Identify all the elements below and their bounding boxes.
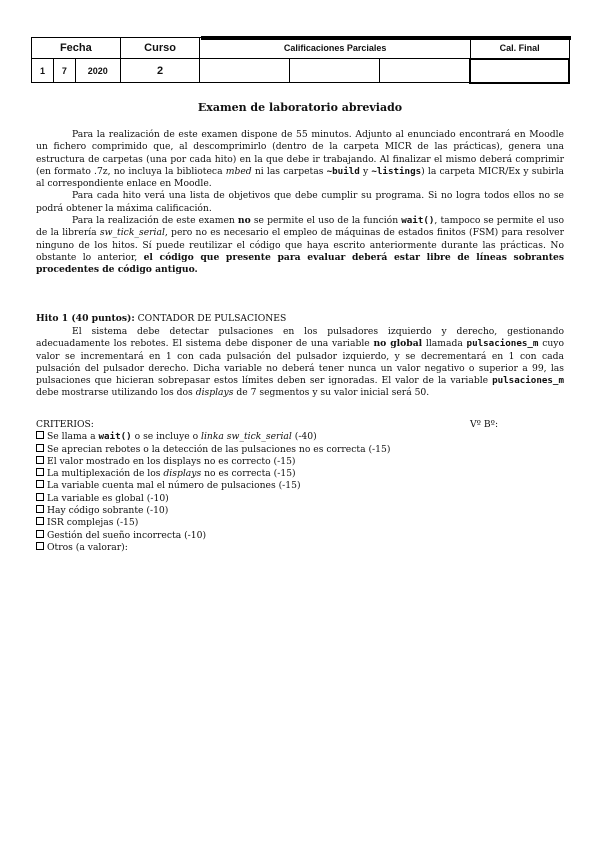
checkbox[interactable] [36,530,44,538]
intro-section [36,129,564,277]
criterion-display-value: El valor mostrado en los displays no es correcto (-15) [36,456,390,468]
criterion-multiplex: La multiplexación de los displays no es correcta (-15) [36,468,390,480]
hito1-paragraph: El sistema debe detectar pulsaciones en los pulsadores izquierdo y derecho, gestionando adecuadamente los rebotes. El sistema debe disponer de una variable no global llamada pulsaciones_m cuyo valor se incrementará en 1 con cada pulsación del pulsador izquierdo, y se decrementará en 1 con cada pulsación del pulsador derecho. Dicha variable no deberá tener nunca un valor negativo o superior a 99, las pulsaciones que hicieran sobrepasar estos límites deben ser ignoradas. El valor de la variable pulsaciones_m debe mostrarse utilizando los dos displays de 7 segmentos y su valor inicial será 50. [36,326,564,399]
grades-header [31,37,570,85]
checkbox[interactable] [36,493,44,501]
day-cell: 1 [32,59,54,83]
partial-grade-2 [290,59,380,83]
criterion-wait: Se llama a wait() o se incluye o linka sw_tick_serial (-40) [36,431,390,443]
checkbox[interactable] [36,505,44,513]
course-cell: 2 [120,59,200,83]
intro-paragraph-2: Para cada hito verá una lista de objetivos que debe cumplir su programa. Si no logra todos ellos no se podrá obtener la máxima calificación. [36,190,564,214]
partial-grade-3 [379,59,470,83]
checkbox[interactable] [36,542,44,550]
checkbox[interactable] [36,444,44,452]
criterion-otros: Otros (a valorar): [36,542,390,554]
hito1-section [36,326,564,400]
criterion-rebotes: Se aprecian rebotes o la detección de las pulsaciones no es correcta (-15) [36,444,390,456]
criterion-sleep: Gestión del sueño incorrecta (-10) [36,530,390,542]
criterion-isr: ISR complejas (-15) [36,517,390,529]
parciales-header: Calificaciones Parciales [200,38,470,59]
visto-bueno-label: Vº Bº: [470,419,499,430]
exam-title: Examen de laboratorio abreviado [197,101,403,114]
checkbox[interactable] [36,517,44,525]
final-header: Cal. Final [470,38,569,59]
grades-table [31,37,570,84]
intro-paragraph-1: Para la realización de este examen dispone de 55 minutos. Adjunto al enunciado encontrará en Moodle un fichero comprimido que, al descomprimirlo (dentro de la carpeta MICR de las prácticas), genera una estructura de carpetas (una por cada hito) en la que debe ir trabajando. Al finalizar el mismo deberá comprimir (en formato .7z, no incluya la biblioteca mbed ni las carpetas ~build y ~listings) la carpeta MICR/Ex y subirla al correspondiente enlace en Moodle. [36,129,564,190]
curso-header: Curso [120,38,200,59]
criterion-sobrante: Hay código sobrante (-10) [36,505,390,517]
month-cell: 7 [53,59,75,83]
criteria-list [36,419,390,554]
checkbox[interactable] [36,480,44,488]
checkbox[interactable] [36,431,44,439]
checkbox[interactable] [36,456,44,464]
checkbox[interactable] [36,468,44,476]
partial-grade-1 [200,59,290,83]
year-cell: 2020 [75,59,120,83]
intro-paragraph-3: Para la realización de este examen no se permite el uso de la función wait(), tampoco se permite el uso de la librería sw_tick_serial, pero no es necesario el empleo de máquinas de estados finitos (FSM) para resolver ninguno de los hitos. Sí puede reutilizar el código que haya escrito anteriormente durante las prácticas. No obstante lo anterior, el código que presente para evaluar deberá estar libre de líneas sobrantes procedentes de código antiguo. [36,215,564,276]
criterion-count: La variable cuenta mal el número de pulsaciones (-15) [36,480,390,492]
criterion-global: La variable es global (-10) [36,493,390,505]
final-grade-cell [470,59,569,83]
criteria-label: CRITERIOS: [36,419,94,430]
hito1-heading: Hito 1 (40 puntos): CONTADOR DE PULSACIONES [36,313,287,324]
fecha-header: Fecha [32,38,121,59]
